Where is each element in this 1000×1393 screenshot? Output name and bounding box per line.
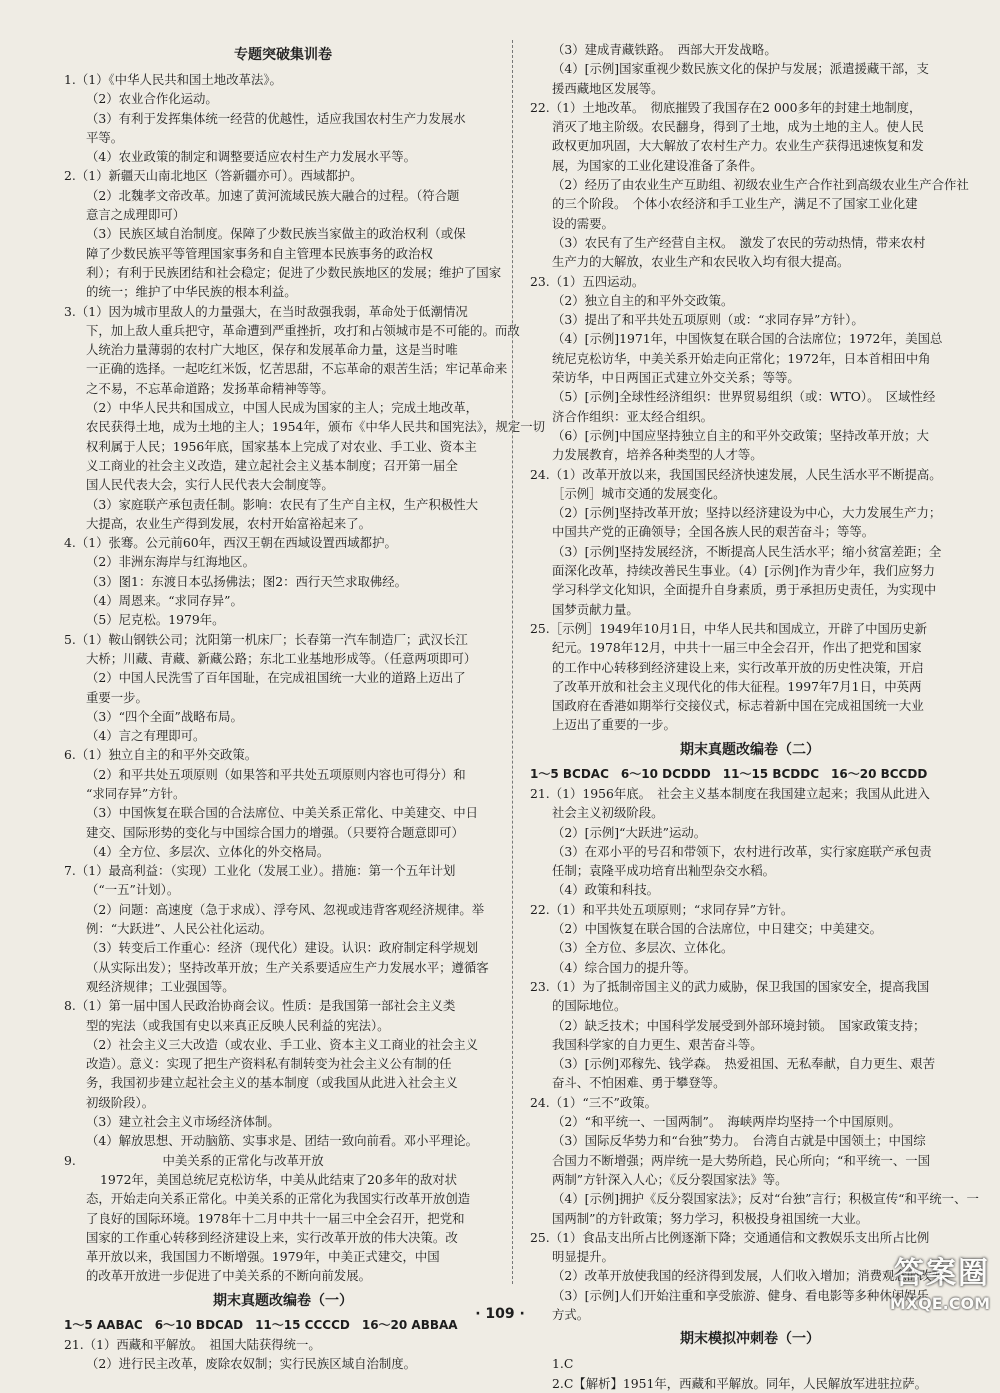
section-heading: 期末模拟冲刺卷（一） — [680, 1331, 820, 1348]
answer-line: 观经济规律；工业强国等。 — [86, 978, 235, 994]
answer-line: 纪元。1978年12月，中共十一届三中全会召开，作出了把党和国家 — [552, 640, 922, 656]
answer-line: （3）“四个全面”战略布局。 — [86, 708, 243, 724]
answer-line: 大提高，农业生产得到发展，农村开始富裕起来了。 — [86, 515, 371, 531]
answer-line: 态，开始走向关系正常化。中美关系的正常化为我国实行改革开放创造 — [86, 1191, 471, 1207]
answer-line: 社会主义初级阶段。 — [552, 805, 664, 821]
section-heading: 期末真题改编卷（二） — [680, 741, 820, 758]
answer-line: 2.C【解析】1951年，西藏和平解放。同年，人民解放军进驻拉萨。 — [552, 1375, 927, 1391]
answer-line: 国梦贡献力量。 — [552, 601, 639, 617]
answer-line: 学习科学文化知识，全面提升自身素质，勇于承担历史责任，为实现中 — [552, 582, 937, 598]
answer-line: 初级阶段）。 — [86, 1094, 155, 1110]
answer-line: （2）非洲东海岸与红海地区。 — [86, 554, 255, 570]
answer-line: （2）社会主义三大改造（或农业、手工业、资本主义工商业的社会主义 — [86, 1036, 478, 1052]
answer-line: 下，加上敌人重兵把守，革命遭到严重挫折，攻打和占领城市是不可能的。而敌 — [86, 322, 520, 338]
answer-line: 重要一步。 — [86, 689, 148, 705]
answer-line: （2）[示例]“大跃进”运动。 — [552, 824, 707, 840]
answer-line: （5）[示例]全球性经济组织：世界贸易组织（或：WTO）。 区域性经 — [552, 389, 936, 405]
answer-line: （3）[示例]邓稼先、钱学森。 热爱祖国、无私奉献，自力更生、艰苦 — [552, 1056, 936, 1072]
answer-line: 明显提升。 — [552, 1249, 614, 1265]
answer-line: 国两制”的方针政策；努力学习，积极投身祖国统一大业。 — [552, 1210, 869, 1226]
answer-line: （3）中国恢复在联合国的合法席位、中美关系正常化、中美建交、中日 — [86, 805, 478, 821]
answer-line: （2）中国恢复在联合国的合法席位，中日建交；中美建交。 — [552, 921, 883, 937]
answer-line: 面深化改革，持续改善民生事业。（4）[示例]作为青少年，我们应努力 — [552, 563, 936, 579]
answer-line: 1.C — [552, 1356, 574, 1372]
answer-line: 国政府在香港如期举行交接仪式，标志着新中国在完成祖国统一大业 — [552, 698, 924, 714]
answer-line: （2）改革开放使我国的经济得到发展，人们收入增加；消费观念的改变。 — [552, 1268, 957, 1284]
answer-line: （3）农民有了生产经营自主权。 激发了农民的劳动热情，带来农村 — [552, 234, 926, 250]
answer-line: 3.（1）因为城市里敌人的力量强大，在当时敌强我弱，革命处于低潮情况 — [64, 303, 468, 319]
answer-line: 型的宪法（或我国有史以来真正反映人民利益的宪法）。 — [86, 1017, 390, 1033]
answer-line: 奋斗、不怕困难、勇于攀登等。 — [552, 1075, 726, 1091]
answer-line: 利）；有利于民族团结和社会稳定；促进了少数民族地区的发展；维护了国家 — [86, 264, 502, 280]
watermark — [830, 1248, 990, 1318]
multiple-choice-answers: 1～5 BCDAC 6～10 DCDDD 11～15 BCDDC 16～20 BCCDD — [530, 766, 928, 781]
answer-line: 务，我国初步建立起社会主义的基本制度（或我国从此进入社会主义 — [86, 1075, 458, 1091]
answer-line: （2）中国人民洗雪了百年国耻，在完成祖国统一大业的道路上迈出了 — [86, 670, 466, 686]
answer-line: 中国共产党的正确领导；全国各族人民的艰苦奋斗；等等。 — [552, 524, 875, 540]
answer-line: 设的需要。 — [552, 215, 614, 231]
answer-line: 援西藏地区发展等。 — [552, 80, 664, 96]
answer-line: （2）北魏孝文帝改革。加速了黄河流域民族大融合的过程。（符合题 — [86, 187, 460, 203]
answer-line: （3）[示例]人们开始注重和享受旅游、健身、看电影等多种休闲娱乐 — [552, 1287, 929, 1303]
answer-line: （2）[示例]坚持改革开放；坚持以经济建设为中心，大力发展生产力； — [552, 505, 942, 521]
answer-line: 任制；袁隆平成功培育出籼型杂交水稻。 — [552, 863, 776, 879]
answer-line: 国人民代表大会，实行人民代表大会制度等。 — [86, 477, 334, 493]
answer-line: （2）“和平统一、一国两制”。 海峡两岸均坚持一个中国原则。 — [552, 1114, 901, 1130]
answer-line: 大桥；川藏、青藏、新藏公路；东北工业基地形成等。（任意两项即可） — [86, 650, 477, 666]
answer-line: 23.（1）为了抵制帝国主义的武力威胁，保卫我国的国家安全，提高我国 — [530, 978, 930, 994]
answer-line: 21.（1）1956年底。 社会主义基本制度在我国建立起来；我国从此进入 — [530, 785, 930, 801]
answer-line: 7.（1）最高利益：（实现）工业化（发展工业）。措施：第一个五年计划 — [64, 863, 456, 879]
answer-line: （3）提出了和平共处五项原则（或：“求同存异”方针）。 — [552, 312, 864, 328]
answer-line: （3）建成青藏铁路。 西部大开发战略。 — [552, 42, 777, 57]
answer-line: （3）建立社会主义市场经济体制。 — [86, 1114, 280, 1130]
answer-line: 意言之成理即可） — [86, 207, 186, 223]
section-heading: 专题突破集训卷 — [234, 47, 332, 63]
answer-line: （4）周恩来。“求同存异”。 — [86, 593, 243, 609]
answer-line: 1972年，美国总统尼克松访华，中美从此结束了20多年的敌对状 — [100, 1171, 458, 1187]
answer-line: 平等。 — [86, 129, 124, 145]
answer-line: （2）问题：高速度（急于求成）、浮夸风、忽视或违背客观经济规律。举 — [86, 901, 485, 917]
answer-line: 农民获得土地，成为土地的主人；1954年，颁布《中华人民共和国宪法》，规定一切 — [86, 419, 546, 435]
answer-line: 我国科学家的自力更生、艰苦奋斗等。 — [552, 1036, 763, 1052]
answer-line: 改造）。意义：实现了把生产资料私有制转变为社会主义公有制的任 — [86, 1056, 452, 1072]
answer-line: 25.［示例］1949年10月1日，中华人民共和国成立，开辟了中国历史新 — [530, 620, 928, 636]
answer-line: （4）全方位、多层次、立体化的外交格局。 — [86, 843, 330, 859]
answer-line: 济合作组织：亚太经合组织。 — [552, 408, 714, 424]
answer-line: 上迈出了重要的一步。 — [552, 717, 676, 733]
multiple-choice-answers: 1～5 AABAC 6～10 BDCAD 11～15 CCCCD 16～20 ABBAA — [64, 1317, 458, 1332]
answer-line: （2）农业合作化运动。 — [86, 91, 218, 107]
answer-line: （3）转变后工作重心：经济（现代化）建设。认识：政府制定科学规划 — [86, 940, 478, 956]
answer-line: 的改革开放进一步促进了中美关系的不断向前发展。 — [86, 1268, 371, 1284]
answer-line: （4）[示例]拥护《反分裂国家法》；反对“台独”言行；积极宣传“和平统一、一 — [552, 1191, 979, 1207]
answer-line: 革开放以来，我国国力不断增强。1979年，中美正式建交，中国 — [86, 1249, 440, 1265]
answer-line: 生产力的大解放，农业生产和农民收入均有很大提高。 — [552, 254, 850, 270]
answer-line: 了良好的国际环境。1978年十二月中共十一届三中全会召开，把党和 — [86, 1210, 465, 1226]
answer-line: 荣访华，中日两国正式建立外交关系；等等。 — [552, 370, 800, 386]
answer-line: （3）有利于发挥集体统一经营的优越性，适应我国农村生产力发展水 — [86, 110, 466, 126]
answer-line: （4）言之有理即可。 — [86, 728, 206, 744]
answer-line: 的国际地位。 — [552, 998, 627, 1014]
answer-line: （从实际出发）；坚持改革开放；生产关系要适应生产力发展水平；遵循客 — [86, 959, 489, 975]
answer-line: 22.（1）和平共处五项原则；“求同存异”方针。 — [530, 901, 794, 917]
answer-line: （3）民族区域自治制度。保障了少数民族当家做主的政治权利（或保 — [86, 226, 466, 242]
answer-line: 展，为国家的工业化建设准备了条件。 — [552, 157, 763, 173]
answer-line: 统尼克松访华，中美关系开始走向正常化；1972年，日本首相田中角 — [552, 350, 931, 366]
answer-line: 24.（1）改革开放以来，我国国民经济快速发展，人民生活水平不断提高。 — [530, 466, 942, 482]
answer-line: 25.（1）食品支出所占比例逐渐下降；交通通信和文教娱乐支出所占比例 — [530, 1229, 930, 1245]
answer-line: 例：“大跃进”、人民公社化运动。 — [86, 921, 273, 937]
answer-line: 消灭了地主阶级。农民翻身，得到了土地，成为土地的主人。使人民 — [552, 119, 924, 135]
answer-line: （2）缺乏技术；中国科学发展受到外部环境封锁。 国家政策支持； — [552, 1017, 926, 1033]
answer-line: 21.（1）西藏和平解放。 祖国大陆获得统一。 — [64, 1337, 321, 1352]
answer-line: （3）家庭联产承包责任制。影响：农民有了生产自主权，生产积极性大 — [86, 496, 478, 512]
answer-line: （3）全方位、多层次、立体化。 — [552, 940, 734, 956]
answer-line: 5.（1）鞍山钢铁公司；沈阳第一机床厂；长春第一汽车制造厂；武汉长江 — [64, 631, 468, 647]
answer-line: （4）解放思想、开动脑筋、实事求是、团结一致向前看。邓小平理论。 — [86, 1133, 478, 1149]
answer-line: 人统治力量薄弱的农村广大地区，保存和发展革命力量，这是当时唯 — [86, 342, 458, 358]
answer-line: 政权更加巩固，大大解放了农村生产力。农业生产获得迅速恢复和发 — [552, 138, 924, 154]
column-divider — [512, 40, 513, 1284]
answer-line: 1.（1）《中华人民共和国土地改革法》。 — [64, 72, 282, 87]
answer-line: 一正确的选择。一起吃红米饭，忆苦思甜，不忘革命的艰苦生活；牢记革命来 — [86, 361, 508, 377]
answer-line: 国家的工作重心转移到经济建设上来，实行改革开放的伟大决策。改 — [86, 1229, 458, 1245]
answer-line: 的三个阶段。 个体小农经济和手工业生产，满足不了国家工业化建 — [552, 196, 918, 212]
answer-line: （3）图1：东渡日本弘扬佛法；图2：西行天竺求取佛经。 — [86, 573, 408, 589]
answer-line: （2）独立自主的和平外交政策。 — [552, 292, 734, 308]
answer-line: 的工作中心转移到经济建设上来，实行改革开放的历史性决策，开启 — [552, 659, 924, 675]
answer-line: 力发展教育，培养各种类型的人才等。 — [552, 447, 763, 463]
answer-line: （5）尼克松。1979年。 — [86, 612, 225, 628]
section-heading: 期末真题改编卷（一） — [213, 1292, 353, 1309]
answer-line: 6.（1）独立自主的和平外交政策。 — [64, 747, 258, 763]
answer-line: （4）政策和科技。 — [552, 882, 660, 898]
answer-line: （3）在邓小平的号召和带领下，农村进行改革，实行家庭联产承包责 — [552, 843, 932, 859]
answer-line: （2）中华人民共和国成立，中国人民成为国家的主人；完成土地改革， — [86, 400, 478, 416]
answer-line: 建交、国际形势的变化与中国综合国力的增强。（只要符合题意即可） — [86, 824, 464, 840]
answer-line: （“一五”计划）。 — [86, 882, 180, 898]
answer-line: （6）[示例]中国应坚持独立自主的和平外交政策；坚持改革开放；大 — [552, 427, 929, 443]
answer-line: 之不易，不忘革命道路；发扬革命精神等等。 — [86, 380, 334, 396]
answer-line: 的统一；维护了中华民族的根本利益。 — [86, 284, 297, 300]
answer-line: 合国力不断增强；两岸统一是大势所趋，民心所向；“和平统一、一国 — [552, 1152, 931, 1168]
answer-line: （2）经历了由农业生产互助组、初级农业生产合作社到高级农业生产合作社 — [552, 177, 969, 193]
answer-line: （4）[示例]国家重视少数民族文化的保护与发展；派遣援藏干部，支 — [552, 61, 929, 77]
answer-line: 8.（1）第一届中国人民政治协商会议。性质：是我国第一部社会主义类 — [64, 998, 456, 1014]
answer-line: “求同存异”方针。 — [86, 785, 186, 801]
answer-line: （4）综合国力的提升等。 — [552, 959, 697, 975]
answer-line: 了改革开放和社会主义现代化的伟大征程。1997年7月1日，中英两 — [552, 678, 922, 694]
answer-line: （3）国际反华势力和“台独”势力。 台湾自古就是中国领土；中国综 — [552, 1133, 926, 1149]
page-number: · 109 · — [475, 1306, 525, 1322]
answer-line: （4）[示例]1971年，中国恢复在联合国的合法席位；1972年，美国总 — [552, 331, 943, 347]
watermark-logo: 答案圈 — [894, 1256, 990, 1291]
answer-line: ［示例］城市交通的发展变化。 — [552, 485, 726, 501]
answer-line: （3）[示例]坚持发展经济，不断提高人民生活水平；缩小贫富差距；全 — [552, 543, 942, 559]
answer-line: 24.（1）“三不”政策。 — [530, 1094, 657, 1110]
answer-line: 方式。 — [552, 1307, 590, 1322]
answer-line: 权利属于人民；1956年底，国家基本上完成了对农业、手工业、资本主 — [86, 438, 477, 454]
answer-line: （2）和平共处五项原则（如果答和平共处五项原则内容也可得分）和 — [86, 766, 466, 782]
answer-line: 障了少数民族平等管理国家事务和自主管理本民族事务的政治权 — [86, 245, 433, 261]
answer-line: 2.（1）新疆天山南北地区（答新疆亦可）。西域都护。 — [64, 168, 363, 184]
answer-line: （2）进行民主改革，废除农奴制；实行民族区域自治制度。 — [86, 1356, 417, 1372]
answer-line: 23.（1）五四运动。 — [530, 273, 645, 289]
answer-line: 两制”方针深入人心；《反分裂国家法》等。 — [552, 1171, 788, 1187]
answer-line: 22.（1）土地改革。 彻底摧毁了我国存在2 000多年的封建土地制度， — [530, 99, 922, 115]
answer-line: 9. 中美关系的正常化与改革开放 — [64, 1152, 324, 1168]
answer-line: 义工商业的社会主义改造，建立起社会主义基本制度；召开第一届全 — [86, 457, 458, 473]
answer-line: （4）农业政策的制定和调整要适应农村生产力发展水平等。 — [86, 149, 417, 165]
watermark-url: MXQE.COM — [889, 1294, 990, 1313]
answer-line: 4.（1）张骞。公元前60年，西汉王朝在西域设置西域都护。 — [64, 535, 397, 551]
